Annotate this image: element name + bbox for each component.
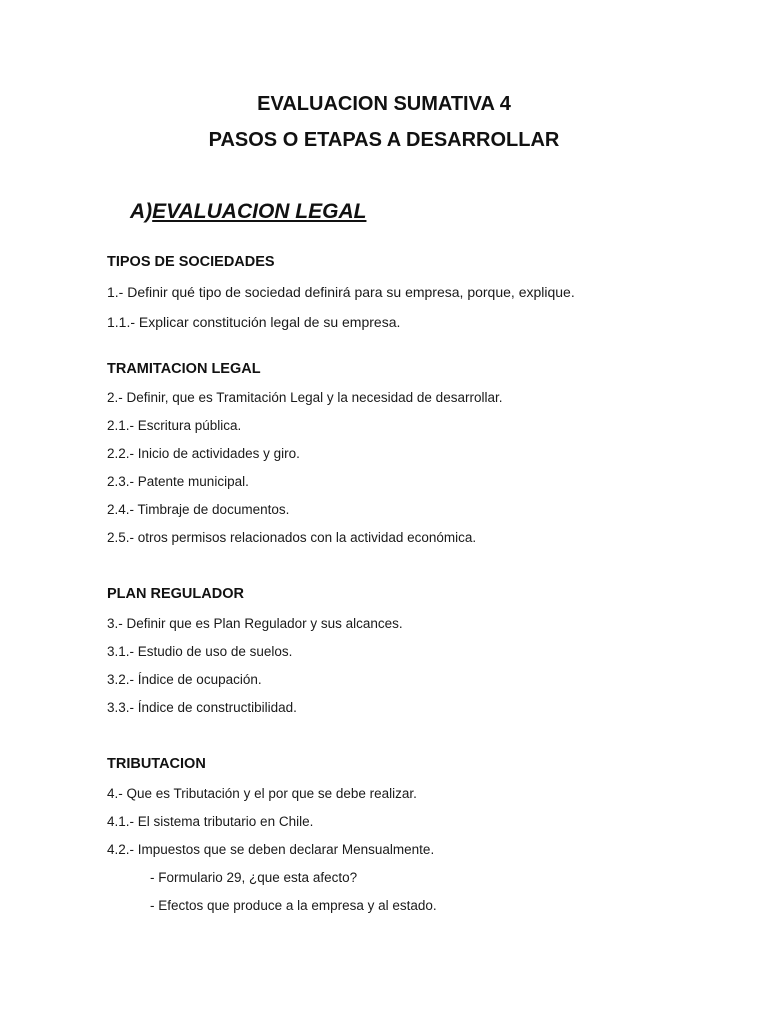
section-letter: A) bbox=[130, 200, 153, 223]
list-item: 2.2.- Inicio de actividades y giro. bbox=[107, 446, 300, 461]
list-item: 2.3.- Patente municipal. bbox=[107, 474, 249, 489]
list-item: 1.- Definir qué tipo de sociedad definirá para su empresa, porque, explique. bbox=[107, 284, 575, 300]
section-heading-text: EVALUACION LEGAL bbox=[152, 200, 367, 223]
list-item: 2.5.- otros permisos relacionados con la actividad económica. bbox=[107, 530, 477, 545]
document-subtitle: PASOS O ETAPAS A DESARROLLAR bbox=[208, 129, 560, 151]
section-heading-a bbox=[130, 199, 366, 225]
list-item: 3.2.- Índice de ocupación. bbox=[107, 672, 262, 687]
list-item: 4.1.- El sistema tributario en Chile. bbox=[107, 814, 314, 829]
list-item: 4.2.- Impuestos que se deben declarar Mensualmente. bbox=[107, 842, 435, 857]
list-item: 2.1.- Escritura pública. bbox=[107, 418, 242, 433]
list-item: 1.1.- Explicar constitución legal de su empresa. bbox=[107, 314, 401, 330]
list-item: 3.1.- Estudio de uso de suelos. bbox=[107, 644, 293, 659]
sub-list-item: - Efectos que produce a la empresa y al estado. bbox=[150, 898, 437, 913]
heading-tributacion: TRIBUTACION bbox=[107, 756, 206, 772]
document-title: EVALUACION SUMATIVA 4 bbox=[257, 93, 511, 115]
list-item: 3.- Definir que es Plan Regulador y sus alcances. bbox=[107, 616, 403, 631]
list-item: 2.4.- Timbraje de documentos. bbox=[107, 502, 290, 517]
heading-plan-regulador: PLAN REGULADOR bbox=[107, 586, 244, 602]
list-item: 4.- Que es Tributación y el por que se debe realizar. bbox=[107, 786, 417, 801]
heading-tramitacion-legal: TRAMITACION LEGAL bbox=[107, 361, 261, 377]
list-item: 2.- Definir, que es Tramitación Legal y la necesidad de desarrollar. bbox=[107, 390, 503, 405]
sub-list-item: - Formulario 29, ¿que esta afecto? bbox=[150, 870, 358, 885]
list-item: 3.3.- Índice de constructibilidad. bbox=[107, 700, 297, 715]
heading-tipos-de-sociedades: TIPOS DE SOCIEDADES bbox=[107, 254, 275, 270]
